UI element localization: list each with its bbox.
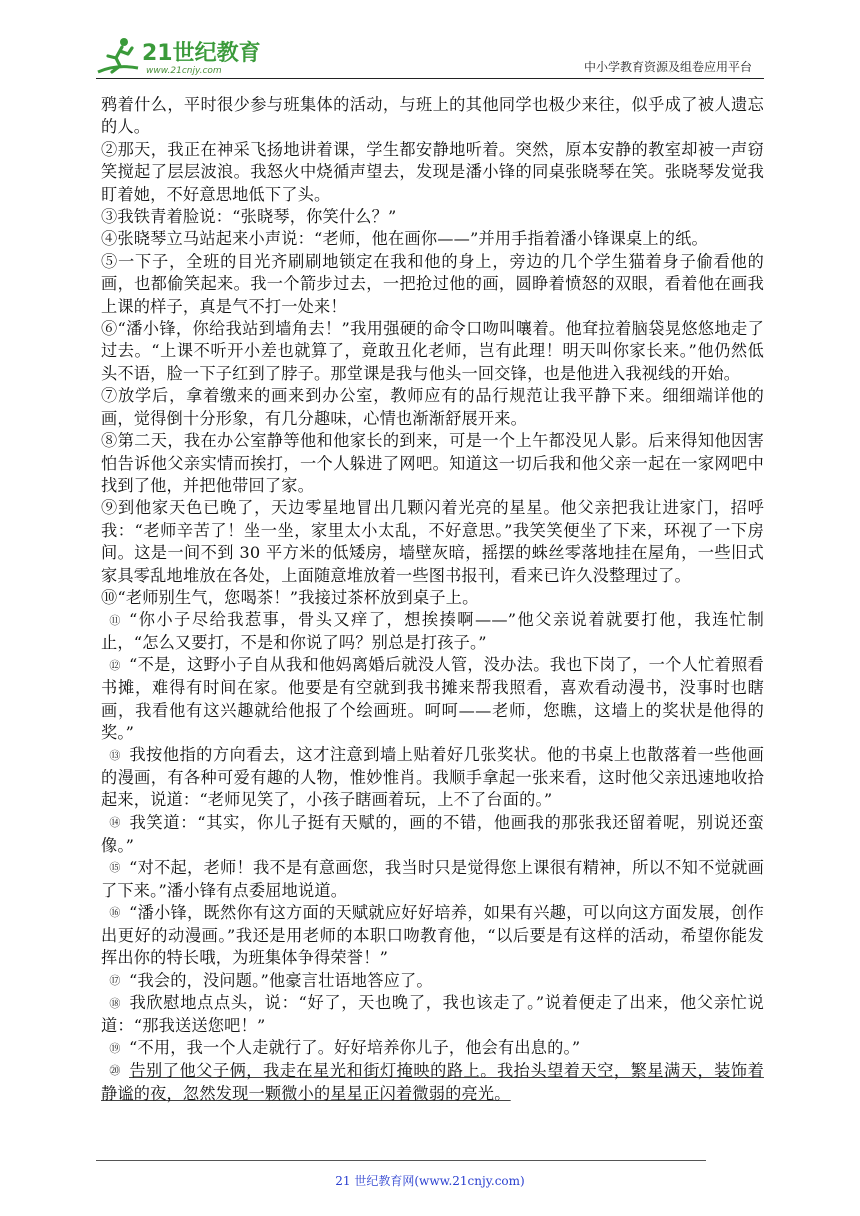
paragraph: ⑱ 我欣慰地点点头，说：“好了，天也晚了，我也该走了。”说着便走了出来，他父亲忙说道：“那我送送您吧！” — [101, 993, 764, 1036]
paragraph-marker: ⑰ — [109, 973, 121, 987]
paragraph-marker: ⑲ — [109, 1041, 121, 1055]
paragraph: ③我铁青着脸说：“张晓琴，你笑什么？” — [101, 207, 397, 227]
runner-logo-icon — [96, 34, 140, 78]
paragraph-marker: ⑮ — [109, 861, 121, 875]
paragraph: ⑯ “潘小锋，既然你有这方面的天赋就应好好培养，如果有兴趣，可以向这方面发展，创作出更好的动漫画。”我还是用老师的本职口吻教育他，“以后要是有这样的活动，希望你能发挥出你的特长哦，为班集体争得荣誉！” — [101, 903, 764, 968]
paragraph: ⑰ “我会的，没问题。”他豪言壮语地答应了。 — [101, 970, 764, 993]
paragraph: ⑮ “对不起，老师！我不是有意画您，我当时只是觉得您上课很有精神，所以不知不觉就画了下来。”潘小锋有点委屈地说道。 — [101, 858, 764, 900]
paragraph-marker: ⑯ — [109, 906, 121, 920]
paragraph: ⑬ 我按他指的方向看去，这才注意到墙上贴着好几张奖状。他的书桌上也散落着一些他画的漫画，有各种可爱有趣的人物，惟妙惟肖。我顺手拿起一张来看，这时他父亲迅速地收拾起来，说道：“老师见笑了，小孩子瞎画着玩，上不了台面的。” — [101, 745, 764, 810]
paragraph-marker: ⑪ — [109, 613, 121, 627]
paragraph: ②那天，我正在神采飞扬地讲着课，学生都安静地听着。突然，原本安静的教室却被一声窃笑搅起了层层波浪。我怒火中烧循声望去，发现是潘小锋的同桌张晓琴在笑。张晓琴发觉我盯着她，不好意思地低下了头。 — [101, 139, 764, 204]
paragraph: ⑩“老师别生气，您喝茶！”我接过茶杯放到桌子上。 — [101, 587, 479, 607]
paragraph: ⑲ “不用，我一个人走就行了。好好培养你儿子，他会有出息的。” — [101, 1037, 764, 1060]
paragraph: ⑳ 告别了他父子俩，我走在星光和街灯掩映的路上。我抬头望着天空，繁星满天，装饰着静谧的夜，忽然发现一颗微小的星星正闪着微弱的亮光。 — [101, 1061, 764, 1103]
logo-text: 21世纪教育 — [142, 41, 261, 66]
paragraph-marker: ⑳ — [109, 1064, 121, 1078]
header-divider — [96, 78, 764, 79]
paragraph: 鸦着什么，平时很少参与班集体的活动，与班上的其他同学也极少来往，似乎成了被人遗忘的人。 — [101, 95, 764, 137]
page-header — [0, 0, 860, 90]
paragraph: ⑫ “不是，这野小子自从我和他妈离婚后就没人管，没办法。我也下岗了，一个人忙着照看书摊，难得有时间在家。他要是有空就到我书摊来帮我照看，喜欢看动漫书，没事时也瞎画，我看他有这兴趣就给他报了个绘画班。呵呵——老师，您瞧，这墙上的奖状是他得的奖。” — [101, 655, 764, 742]
paragraph-marker: ⑱ — [109, 996, 121, 1010]
article-body — [101, 94, 764, 1105]
logo-url: www.21cnjy.com — [146, 66, 222, 76]
site-logo — [96, 32, 266, 82]
paragraph: ⑭ 我笑道：“其实，你儿子挺有天赋的，画的不错，他画我的那张我还留着呢，别说还蛮像。” — [101, 812, 764, 855]
paragraph: ⑤一下子，全班的目光齐刷刷地锁定在我和他的身上，旁边的几个学生猫着身子偷看他的画，也都偷笑起来。我一个箭步过去，一把抢过他的画，圆睁着愤怒的双眼，看着他在画我上课的样子，真是气不打一处来！ — [101, 251, 764, 316]
paragraph: ⑥“潘小锋，你给我站到墙角去！”我用强硬的命令口吻叫嚷着。他耷拉着脑袋晃悠悠地走了过去。“上课不听开小差也就算了，竟敢丑化老师，岂有此理！明天叫你家长来。”他仍然低头不语，脸一下子红到了脖子。那堂课是我与他头一回交锋，也是他进入我视线的开始。 — [101, 319, 764, 383]
paragraph-marker: ⑭ — [109, 816, 121, 830]
platform-title: 中小学教育资源及组卷应用平台 — [583, 60, 752, 74]
page-footer[interactable]: 21 世纪教育网(www.21cnjy.com) — [335, 1174, 525, 1188]
paragraph: ⑪ “你小子尽给我惹事，骨头又痒了，想挨揍啊——”他父亲说着就要打他，我连忙制止，“怎么又要打，不是和你说了吗？别总是打孩子。” — [101, 610, 764, 653]
paragraph-marker: ⑬ — [109, 748, 121, 762]
paragraph: ⑨到他家天色已晚了，天边零星地冒出几颗闪着光亮的星星。他父亲把我让进家门，招呼我：“老师辛苦了！坐一坐，家里太小太乱，不好意思。”我笑笑便坐了下来，环视了一下房间。这是一间不到 30 平方米的低矮房，墙壁灰暗，摇摆的蛛丝零落地挂在屋角，一些旧式家具零乱地堆放在各处，上面随意堆放着一些图书报刊，看来已许久没整理过了。 — [101, 498, 764, 585]
footer-divider — [96, 1160, 706, 1161]
paragraph: ⑧第二天，我在办公室静等他和他家长的到来，可是一个上午都没见人影。后来得知他因害怕告诉他父亲实情而挨打，一个人躲进了网吧。知道这一切后我和他父亲一起在一家网吧中找到了他，并把他带回了家。 — [101, 431, 764, 495]
paragraph-marker: ⑫ — [109, 658, 121, 672]
paragraph: ④张晓琴立马站起来小声说：“老师，他在画你——”并用手指着潘小锋课桌上的纸。 — [101, 229, 708, 249]
paragraph: ⑦放学后，拿着缴来的画来到办公室，教师应有的品行规范让我平静下来。细细端详他的画，觉得倒十分形象，有几分趣味，心情也渐渐舒展开来。 — [101, 386, 764, 428]
